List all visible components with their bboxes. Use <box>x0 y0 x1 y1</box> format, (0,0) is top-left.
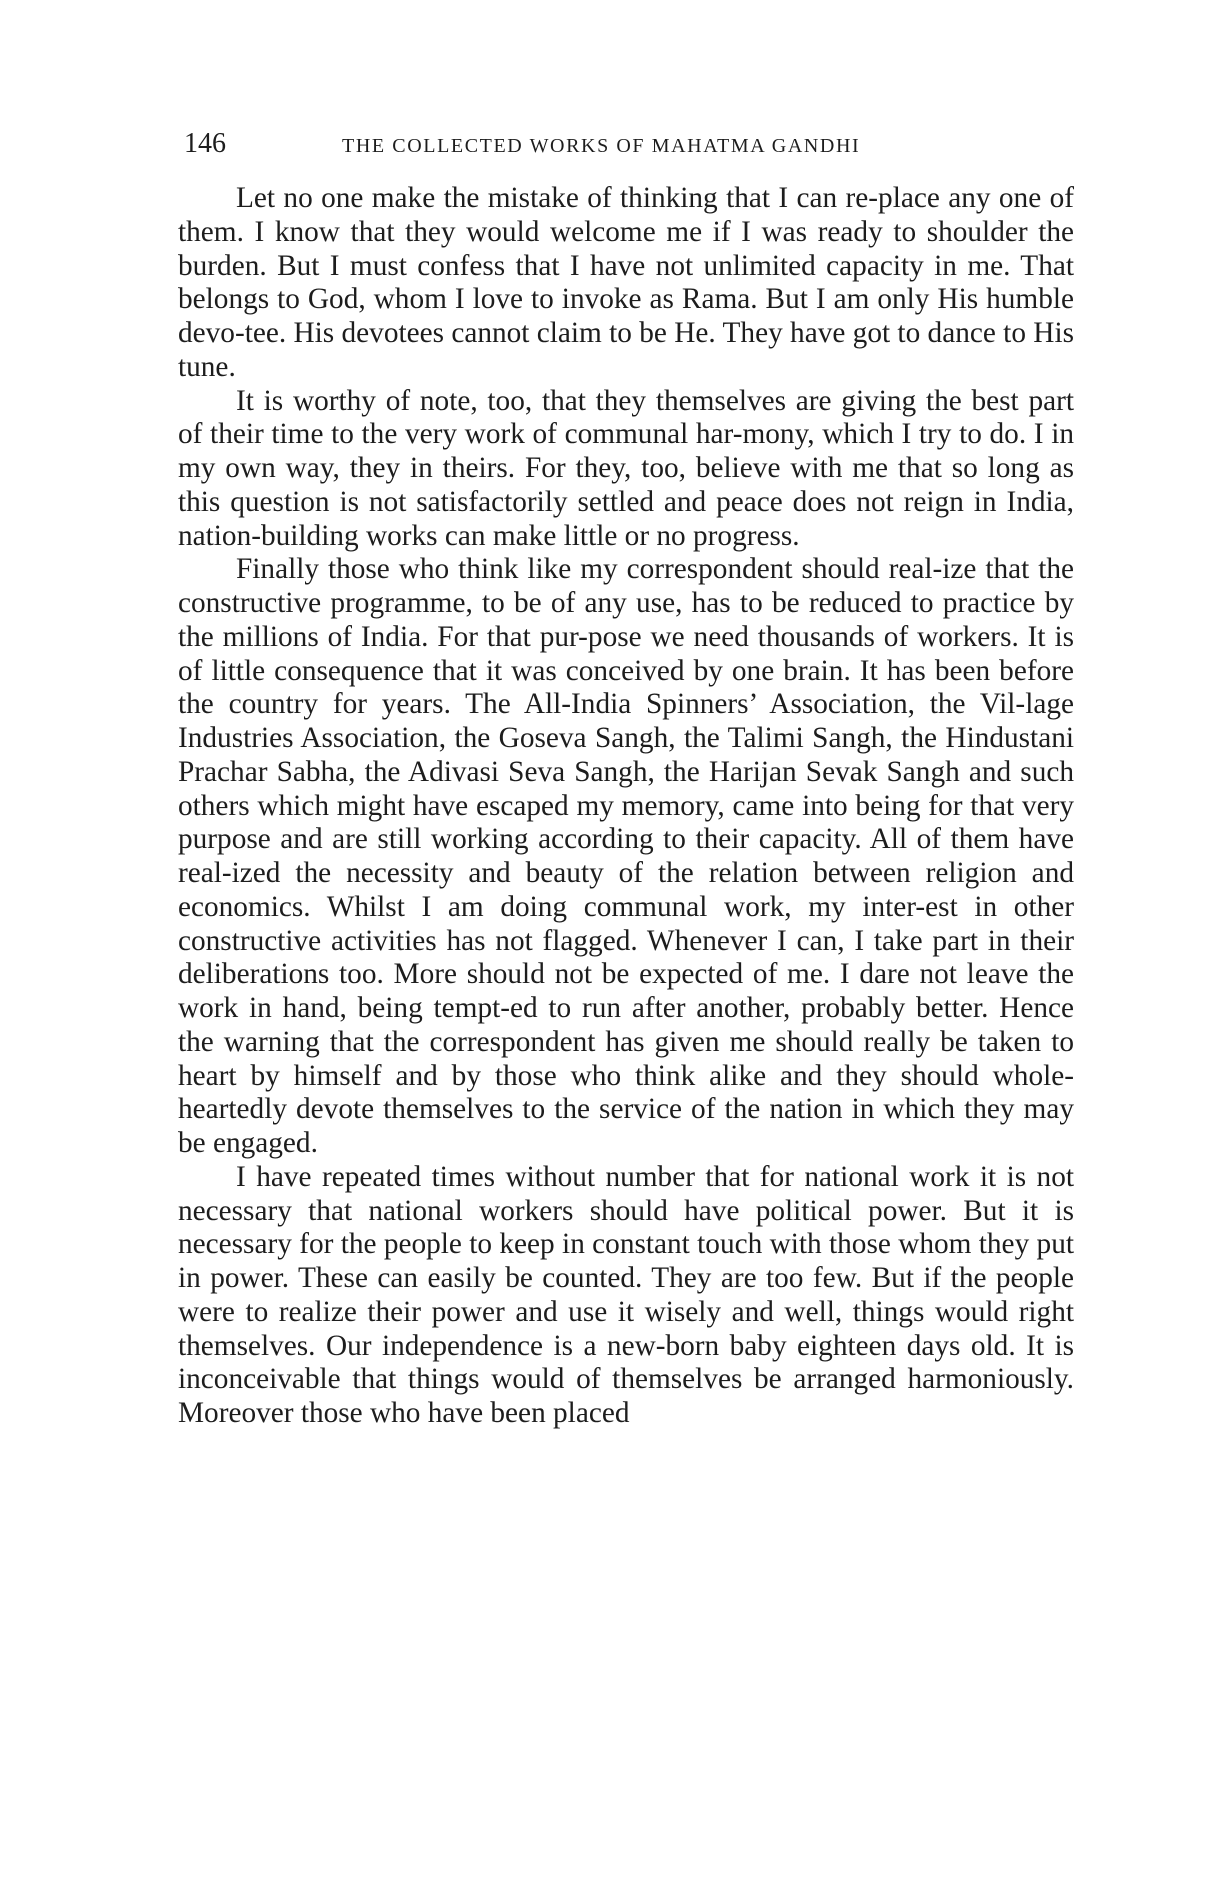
page-header <box>184 128 1074 168</box>
paragraph: I have repeated times without number that for national work it is not necessary that national workers should have political power. But it is necessary for the people to keep in constant touch with those whom they put in power. These can easily be counted. They are too few. But if the people were to realize their power and use it wisely and well, things would right themselves. Our independence is a new-born baby eighteen days old. It is inconceivable that things would of themselves be arranged harmoniously. Moreover those who have been placed <box>178 1160 1074 1429</box>
paragraph: Finally those who think like my correspondent should real-ize that the constructive programme, to be of any use, has to be reduced to practice by the millions of India. For that pur-pose we need thousands of workers. It is of little consequence that it was conceived by one brain. It has been before the country for years. The All-India Spinners’ Association, the Vil-lage Industries Association, the Goseva Sangh, the Talimi Sangh, the Hindustani Prachar Sabha, the Adivasi Seva Sangh, the Harijan Sevak Sangh and such others which might have escaped my memory, came into being for that very purpose and are still working according to their capacity. All of them have real-ized the necessity and beauty of the relation between religion and economics. Whilst I am doing communal work, my inter-est in other constructive activities has not flagged. Whenever I can, I take part in their deliberations too. More should not be expected of me. I dare not leave the work in hand, being tempt-ed to run after another, probably better. Hence the warning that the correspondent has given me should really be taken to heart by himself and by those who think alike and they should whole-heartedly devote themselves to the service of the nation in which they may be engaged. <box>178 553 1074 1159</box>
paragraph: It is worthy of note, too, that they themselves are giving the best part of their time to the very work of communal har-mony, which I try to do. I in my own way, they in theirs. For they, too, believe with me that so long as this question is not satisfactorily settled and peace does not reign in India, nation-building works can make little or no progress. <box>178 384 1074 552</box>
page-number: 146 <box>184 128 226 159</box>
running-title: THE COLLECTED WORKS OF MAHATMA GANDHI <box>342 135 861 157</box>
body-text <box>178 182 1074 1431</box>
paragraph: Let no one make the mistake of thinking that I can re-place any one of them. I know that they would welcome me if I was ready to shoulder the burden. But I must confess that I have not unlimited capacity in me. That belongs to God, whom I love to invoke as Rama. But I am only His humble devo-tee. His devotees cannot claim to be He. They have got to dance to His tune. <box>178 182 1074 383</box>
